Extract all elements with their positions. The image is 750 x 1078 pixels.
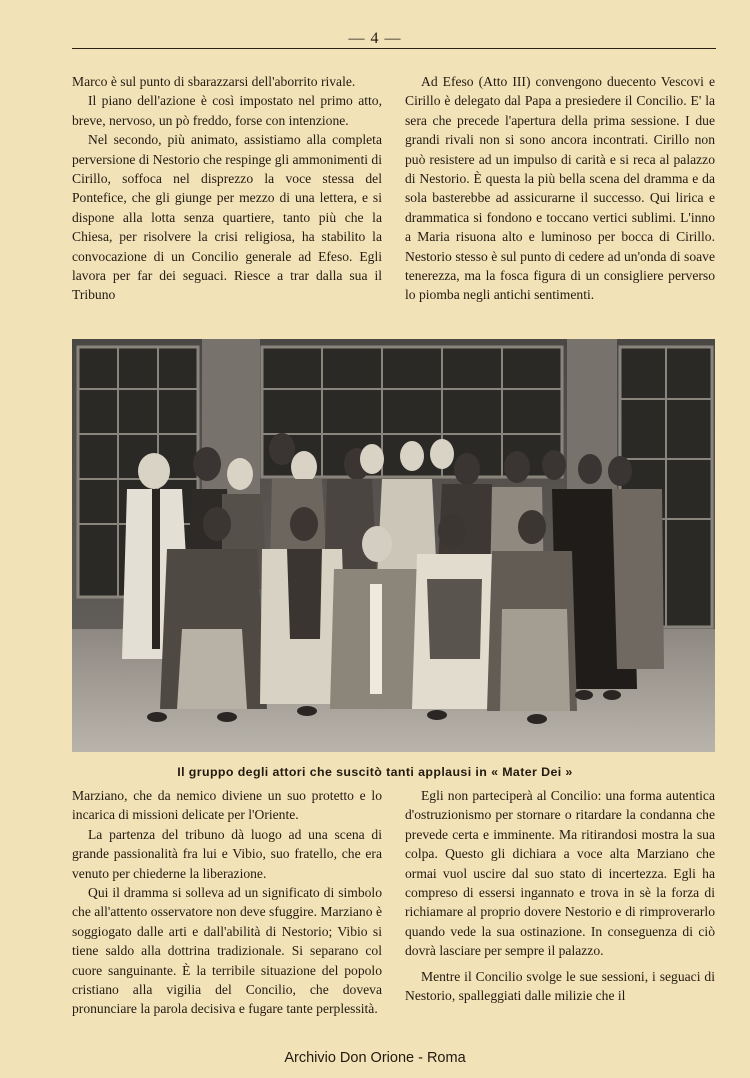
paragraph: Marco è sul punto di sbarazzarsi dell'aborrito rivale. xyxy=(72,74,356,89)
column-top-left xyxy=(72,72,382,305)
column-bottom-right xyxy=(405,786,715,1005)
photo-caption: Il gruppo degli attori che suscitò tanti applausi in « Mater Dei » xyxy=(177,765,573,779)
page-number: — 4 — xyxy=(348,30,402,47)
column-top-right xyxy=(405,72,715,305)
paragraph: Marziano, che da nemico diviene un suo protetto e lo incarica di missioni delicate per l'Oriente. xyxy=(72,788,382,823)
paragraph: Qui il dramma si solleva ad un significato di simbolo che all'attento osservatore non deve sfuggire. Marziano è soggiogato dalle arti e dall'abilità di Nestorio; Vibio si tiene saldo alla dottrina tradizionale. Si separano col cuore sanguinante. È la terribile situazione del popolo cristiano alla vigilia del Concilio, che doveva pronunciare la parola decisiva e fugare tante perplessità. xyxy=(72,885,382,1017)
paragraph: Ad Efeso (Atto III) convengono duecento Vescovi e Cirillo è delegato dal Papa a presiedere il Concilio. E' la sera che precede l'apertura della prima sessione. I due grandi rivali non si sono ancora incontrati. Cirillo non può resistere ad un impulso di carità e si reca al palazzo di Nestorio. È questa la più bella scena del dramma e da sola basterebbe ad assicurarne il successo. Qui lirica e drammatica si fondono e toccano vertici sublimi. L'inno a Maria risuona alto e luminoso per bocca di Cirillo. Nestorio stesso è sul punto di cedere ad un'onda di soave tenerezza, ma la fosca figura di un consigliere perverso lo piomba negli antichi sentimenti. xyxy=(405,74,715,303)
header-rule xyxy=(72,48,716,49)
paragraph: Il piano dell'azione è così impostato nel primo atto, breve, nervoso, un pò freddo, forse con intenzione. xyxy=(72,93,382,128)
group-photo xyxy=(72,339,715,752)
paragraph: Mentre il Concilio svolge le sue sessioni, i seguaci di Nestorio, spalleggiati dalle milizie che il xyxy=(405,968,715,1004)
paragraph: Egli non parteciperà al Concilio: una forma autentica d'ostruzionismo per stornare o ritardare la condanna che prevede certa e imminente. Ma ritirandosi mostra la sua colpa. Questo gli dichiara a voce alta Marziano che ormai vuol uscire dal suo stato di incertezza. Egli ha compreso di essersi ingannato e trova in sè la forza di richiamare al proprio dovere Nestorio e di rimproverarlo quando vede la sua ostinazione. In conseguenza di ciò dovrà lasciare per sempre il palazzo. xyxy=(405,788,715,959)
archive-credit: Archivio Don Orione - Roma xyxy=(284,1050,466,1066)
paragraph: La partenza del tribuno dà luogo ad una scena di grande passionalità fra lui e Vibio, suo fratello, che era venuto per chiederne la liberazione. xyxy=(72,826,382,881)
photo-illustration xyxy=(72,339,715,752)
column-bottom-left xyxy=(72,786,382,1019)
paragraph: Nel secondo, più animato, assistiamo alla completa perversione di Nestorio che respinge gli ammonimenti di Cirillo, soffoca nel disprezzo la voce stessa del Pontefice, che gli giunge per mezzo di una lettera, e si dispone alla lotta senza quartiere, tanto più che la Chiesa, per risolvere la crisi religiosa, ha stabilito la convocazione di un Concilio generale ad Efeso. Egli lavora per far dei seguaci. Riesce a trar dalla sua il Tribuno xyxy=(72,132,382,303)
